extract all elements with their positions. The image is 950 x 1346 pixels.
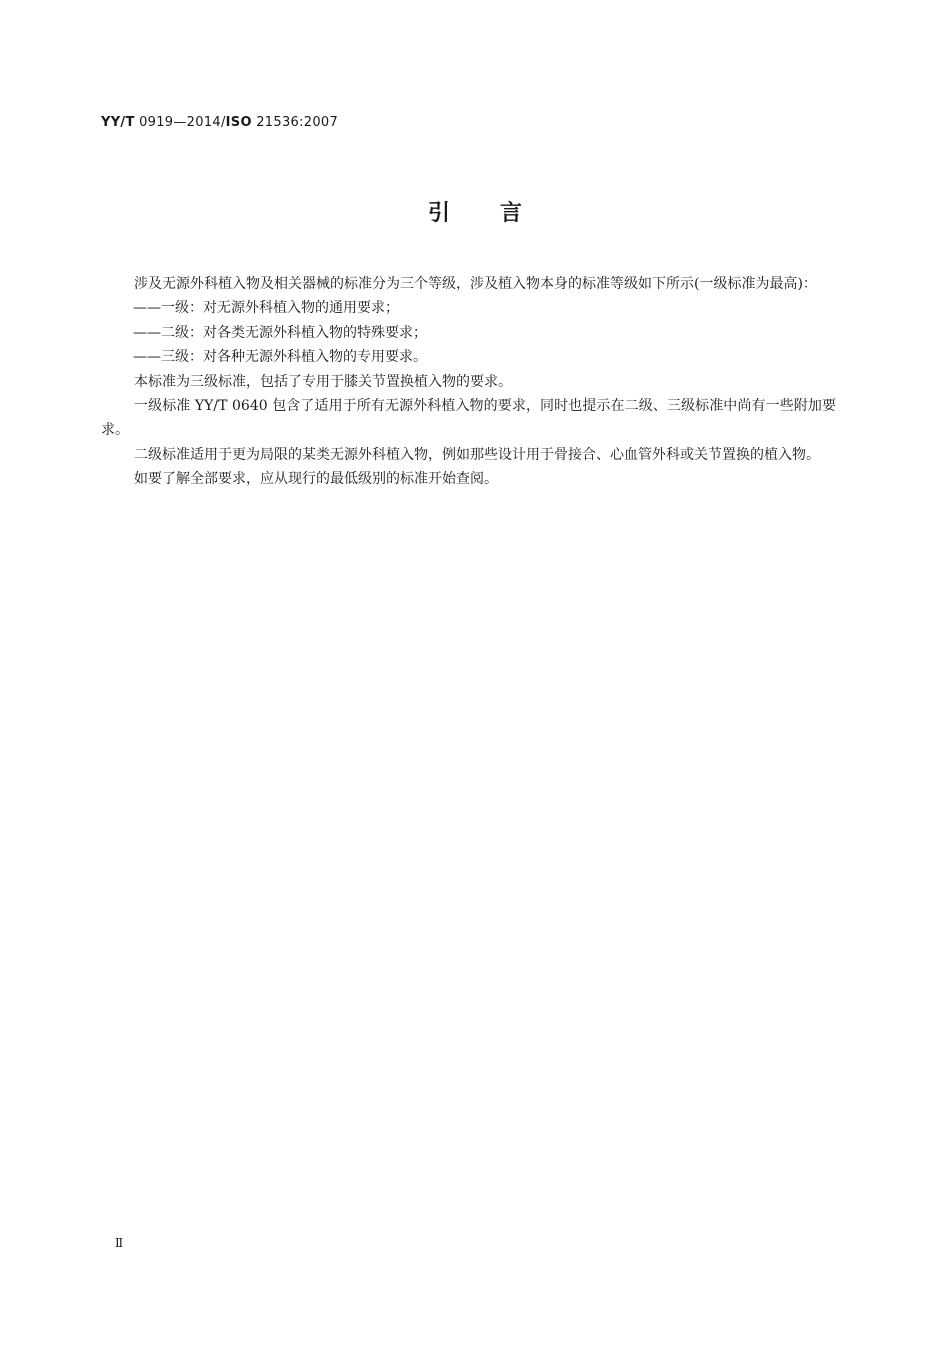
- page-number: Ⅱ: [115, 1236, 124, 1250]
- introduction-body: [101, 272, 836, 492]
- list-item-level-three: ——三级：对各种无源外科植入物的专用要求。: [133, 349, 427, 366]
- intro-paragraph-levels: 涉及无源外科植入物及相关器械的标准分为三个等级，涉及植入物本身的标准等级如下所示(一级标准为最高)：: [134, 276, 817, 292]
- intro-paragraph-level-one-standard: 一级标准 YY/T 0640 包含了适用于所有无源外科植入物的要求，同时也提示在二级、三级标准中尚有一些附加要求。: [101, 398, 836, 439]
- list-item-level-one: ——一级：对无源外科植入物的通用要求；: [133, 300, 399, 317]
- header-code-number: 0919—2014/: [134, 115, 226, 130]
- intro-paragraph-this-standard: 本标准为三级标准，包括了专用于膝关节置换植入物的要求。: [134, 373, 512, 390]
- page-title: 引言: [427, 201, 572, 226]
- intro-paragraph-level-two-standard: 二级标准适用于更为局限的某类无源外科植入物，例如那些设计用于骨接合、心血管外科或关节置换的植入物。: [134, 446, 820, 463]
- standard-code-header: [101, 115, 338, 130]
- header-code-prefix: YY/T: [101, 115, 135, 130]
- intro-paragraph-reading-guidance: 如要了解全部要求，应从现行的最低级别的标准开始查阅。: [134, 471, 498, 488]
- list-item-level-two: ——二级：对各类无源外科植入物的特殊要求；: [133, 324, 427, 341]
- header-iso-label: ISO: [225, 115, 252, 130]
- header-iso-number: 21536:2007: [251, 115, 339, 130]
